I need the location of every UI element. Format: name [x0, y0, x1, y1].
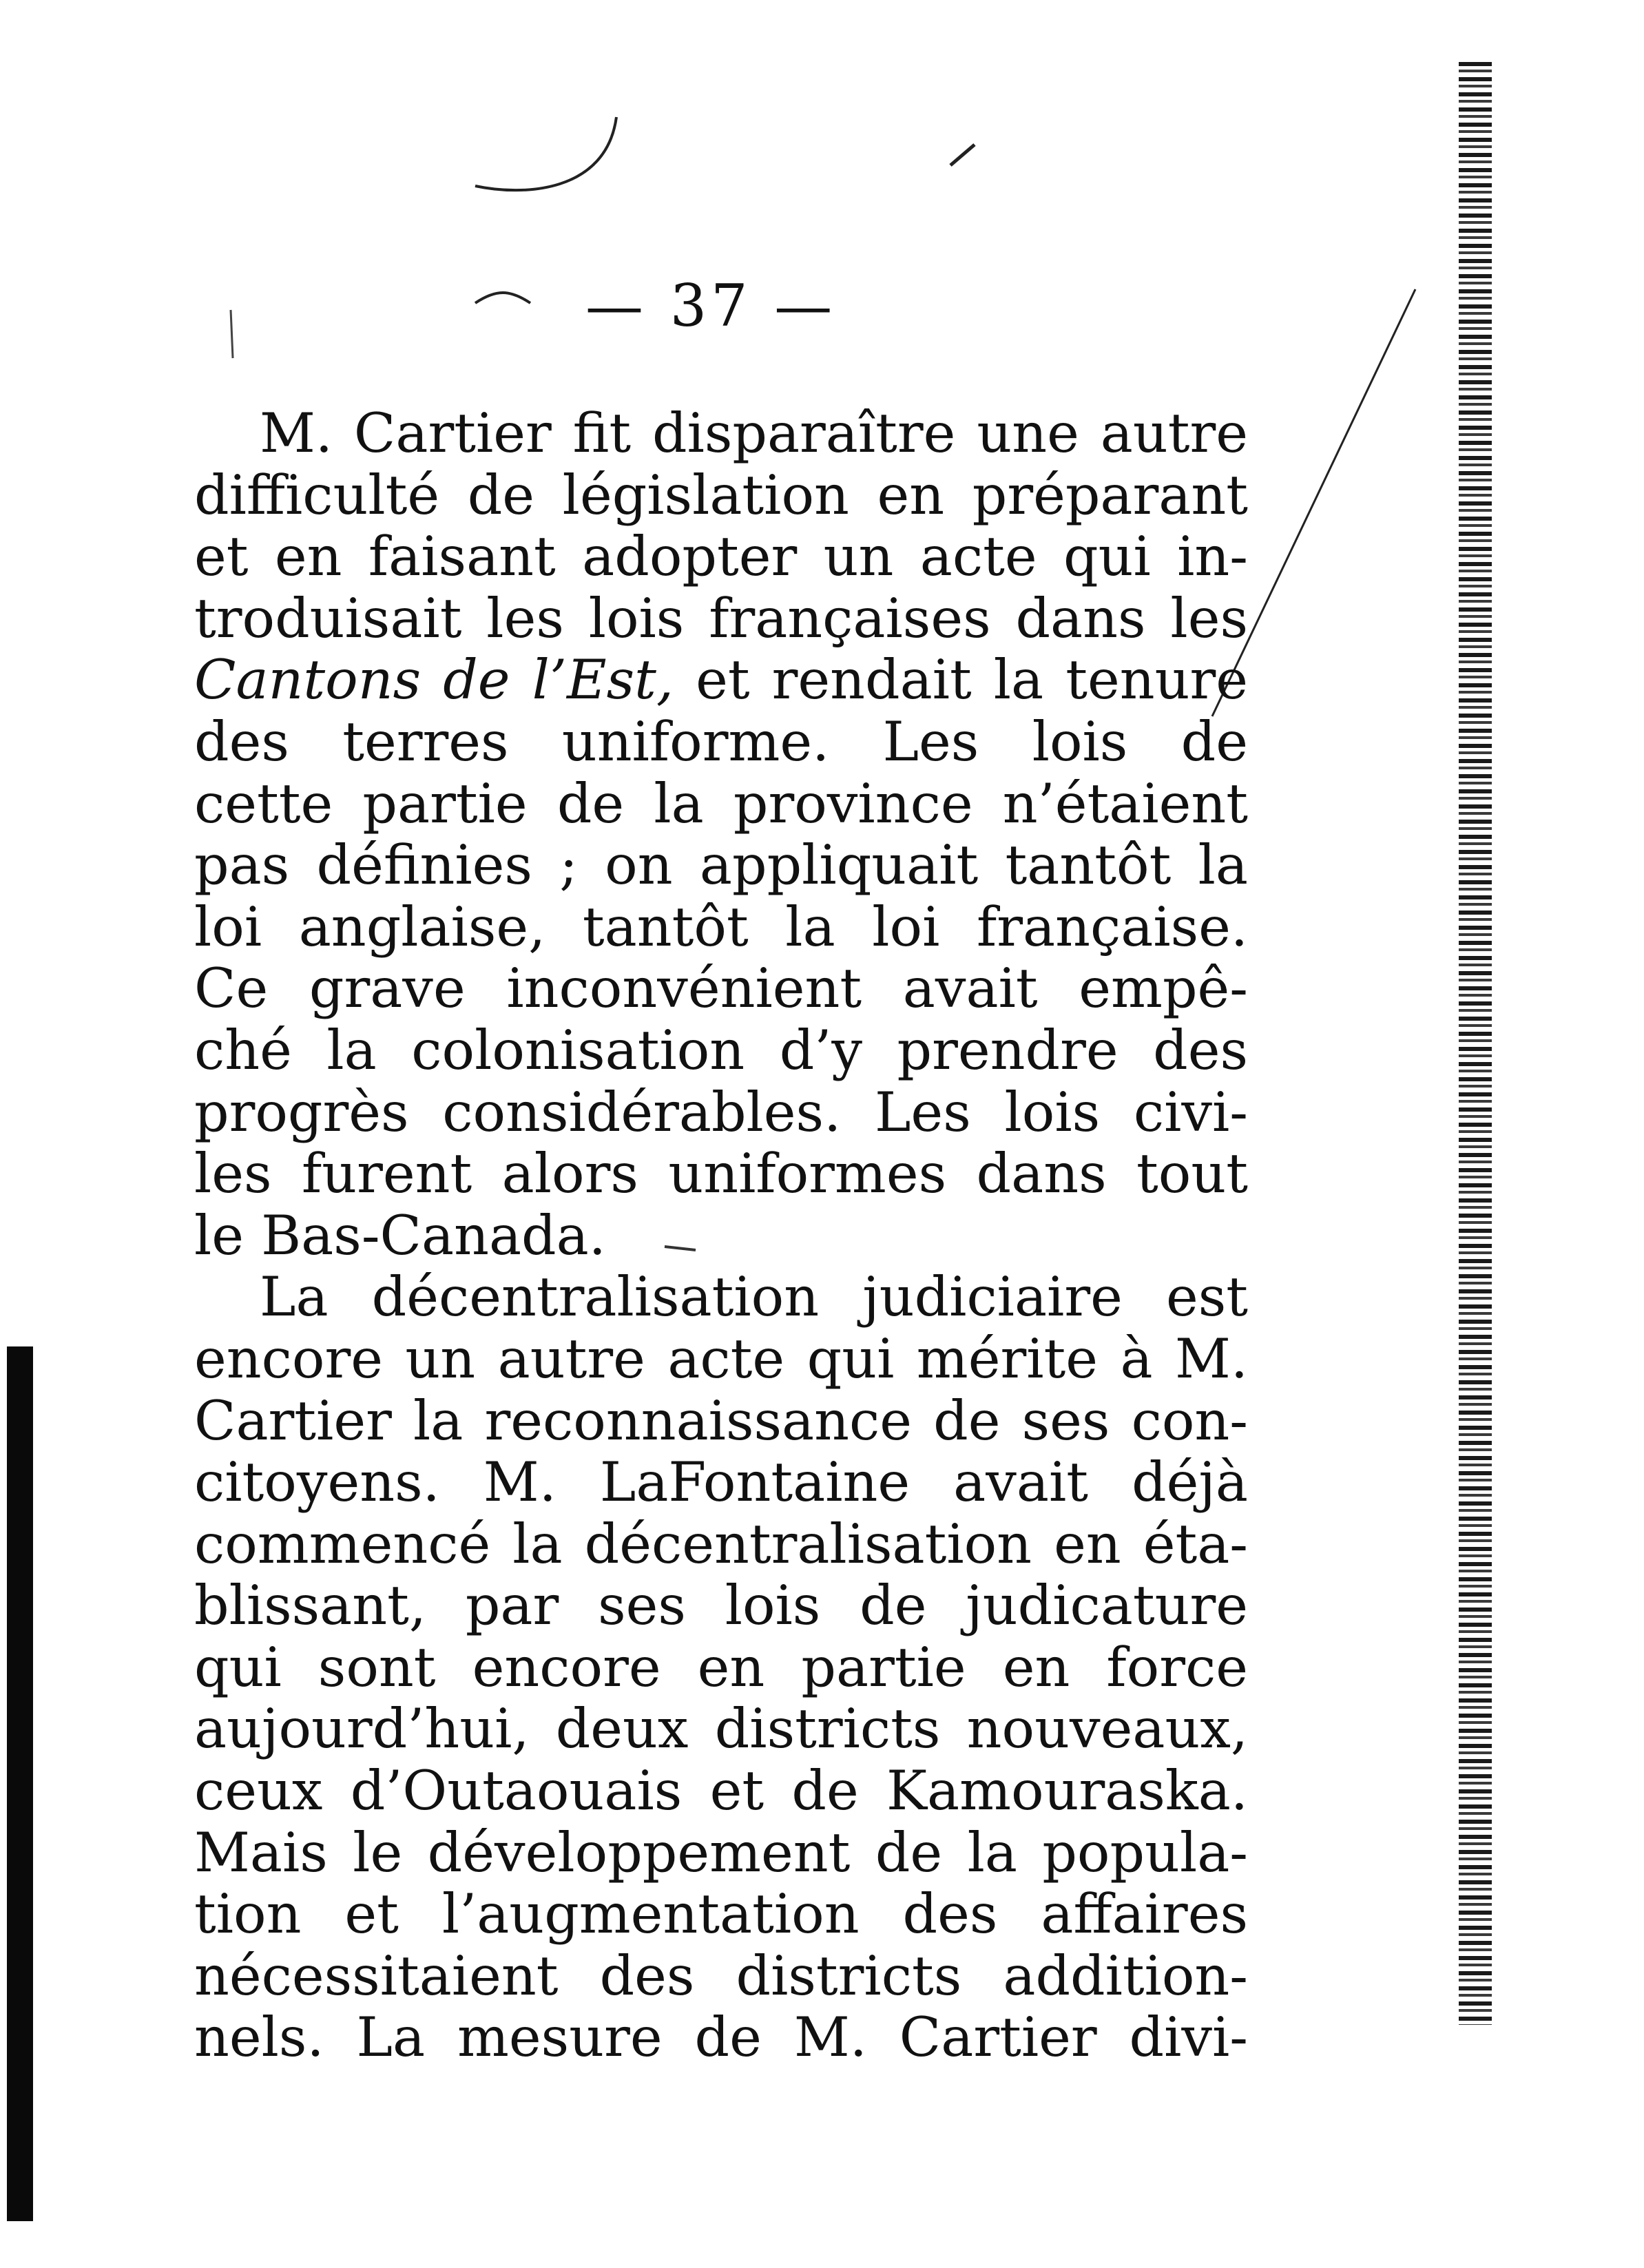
- text-line: des terres uniforme. Les lois de: [194, 709, 1248, 773]
- text-line: qui sont encore en partie en force: [194, 1635, 1248, 1699]
- text-line: et en faisant adopter un acte qui in-: [194, 525, 1248, 589]
- text-line: encore un autre acte qui mérite à M.: [194, 1327, 1248, 1391]
- text-line: citoyens. M. LaFontaine avait déjà: [194, 1450, 1248, 1515]
- text-line: aujourd’hui, deux districts nouveaux,: [194, 1697, 1248, 1761]
- text-line: ceux d’Outaouais et de Kamouraska.: [194, 1759, 1248, 1823]
- text-line: troduisait les lois françaises dans les: [194, 586, 1248, 650]
- scan-left-bar: [7, 1346, 33, 2221]
- text-line: difficulté de législation en préparant: [194, 463, 1248, 527]
- text-line: loi anglaise, tantôt la loi française.: [194, 895, 1248, 959]
- pencil-tilde-mark: [475, 293, 530, 303]
- text-line: Ce grave inconvénient avait empê-: [194, 957, 1248, 1021]
- text-line: le Bas-Canada.: [194, 1203, 606, 1267]
- text-line: progrès considérables. Les lois civi-: [194, 1080, 1248, 1144]
- text-line: commencé la décentralisation en éta-: [194, 1512, 1248, 1576]
- text-line: M. Cartier fit disparaître une autre: [260, 402, 1248, 465]
- text-line: nels. La mesure de M. Cartier divi-: [194, 2006, 1248, 2070]
- italic-place-name: Cantons de l’Est,: [194, 648, 674, 712]
- pencil-vertical-mark: [231, 310, 233, 358]
- text-line: Mais le développement de la popula-: [194, 1820, 1248, 1884]
- pencil-curve-mark: [475, 117, 616, 190]
- text-line: blissant, par ses lois de judicature: [194, 1574, 1248, 1638]
- text-line: pas définies ; on appliquait tantôt la: [194, 833, 1248, 897]
- scan-right-edge: [1459, 62, 1492, 2025]
- text-line: ché la colonisation d’y prendre des: [194, 1018, 1248, 1082]
- body-text: [194, 403, 1248, 2069]
- text-line: nécessitaient des districts addition-: [194, 1944, 1248, 2008]
- text-line: cette partie de la province n’étaient: [194, 771, 1248, 835]
- text-line: les furent alors uniformes dans tout: [194, 1142, 1248, 1206]
- text-line-italic: Cantons de l’Est, et rendait la tenure: [194, 648, 1248, 712]
- text-line: tion et l’augmentation des affaires: [194, 1882, 1248, 1946]
- pencil-tick-mark: [950, 145, 975, 165]
- text-line: Cartier la reconnaissance de ses con-: [194, 1388, 1248, 1453]
- page-number: — 37 —: [585, 272, 837, 340]
- text-line: La décentralisation judiciaire est: [260, 1265, 1248, 1329]
